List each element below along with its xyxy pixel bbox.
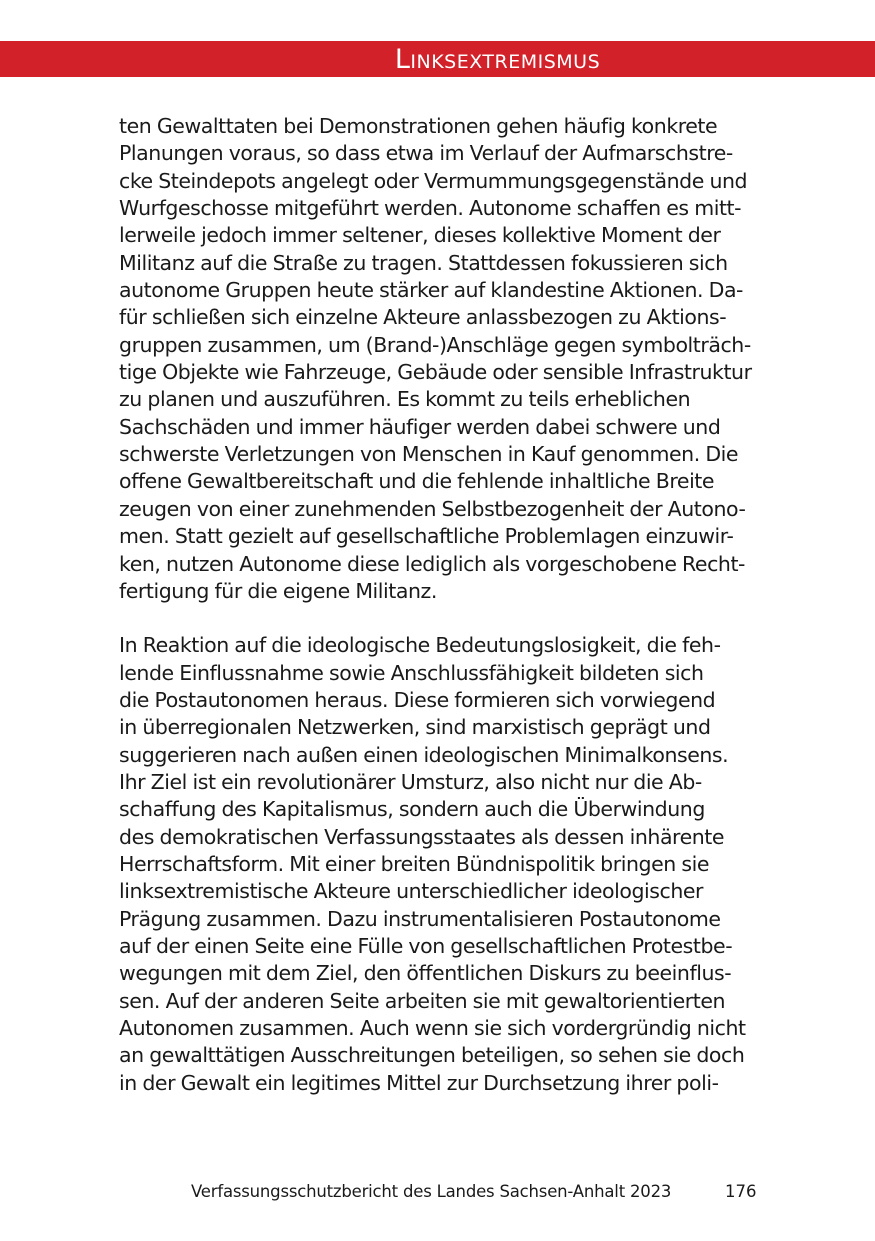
text-line: linksextremistische Akteure unterschiedlicher ideologischer	[119, 879, 704, 904]
footer-publication-title: Verfassungsschutzbericht des Landes Sachsen-Anhalt 2023	[191, 1182, 672, 1201]
text-line: Autonomen zusammen. Auch wenn sie sich vordergründig nicht	[119, 1016, 746, 1040]
text-line: Sachschäden und immer häufiger werden dabei schwere und	[119, 414, 721, 439]
text-line: auf der einen Seite eine Fülle von gesellschaftlichen Protestbe-	[119, 933, 733, 958]
text-line: schaffung des Kapitalismus, sondern auch die Überwindung	[119, 797, 705, 822]
text-line: tige Objekte wie Fahrzeuge, Gebäude oder sensible Infrastruktur	[119, 360, 752, 385]
text-line: lerweile jedoch immer seltener, dieses kollektive Moment der	[119, 223, 721, 248]
text-line: gruppen zusammen, um (Brand-)Anschläge gegen symbolträch-	[119, 332, 751, 357]
text-line: wegungen mit dem Ziel, den öffentlichen Diskurs zu beeinflus-	[119, 961, 732, 986]
text-line: Herrschaftsform. Mit einer breiten Bündnispolitik bringen sie	[119, 851, 709, 876]
text-line: fertigung für die eigene Militanz.	[119, 578, 437, 603]
paragraph-spacer	[119, 605, 769, 632]
text-line: für schließen sich einzelne Akteure anlassbezogen zu Aktions-	[119, 305, 727, 330]
paragraph-1	[119, 113, 769, 605]
text-line: In Reaktion auf die ideologische Bedeutungslosigkeit, die feh-	[119, 633, 721, 658]
text-line: Militanz auf die Straße zu tragen. Stattdessen fokussieren sich	[119, 250, 728, 275]
text-line: sen. Auf der anderen Seite arbeiten sie mit gewaltorientierten	[119, 988, 726, 1013]
text-line: lende Einflussnahme sowie Anschlussfähigkeit bildeten sich	[119, 660, 704, 685]
text-line: zu planen und auszuführen. Es kommt zu teils erheblichen	[119, 387, 691, 412]
text-line: men. Statt gezielt auf gesellschaftliche Problemlagen einzuwir-	[119, 524, 734, 549]
text-line: an gewalttätigen Ausschreitungen beteiligen, so sehen sie doch	[119, 1043, 745, 1068]
text-line: in überregionalen Netzwerken, sind marxistisch geprägt und	[119, 715, 711, 740]
text-line: schwerste Verletzungen von Menschen in Kauf genommen. Die	[119, 442, 739, 467]
text-line: Wurfgeschosse mitgeführt werden. Autonome schaffen es mitt-	[119, 196, 742, 221]
text-line: die Postautonomen heraus. Diese formieren sich vorwiegend	[119, 687, 716, 712]
text-line: Planungen voraus, so dass etwa im Verlauf der Aufmarschstre-	[119, 141, 733, 166]
body-text	[119, 113, 769, 1097]
section-title: Linksextremismus	[394, 44, 601, 75]
text-line: suggerieren nach außen einen ideologischen Minimalkonsens.	[119, 742, 729, 767]
text-line: cke Steindepots angelegt oder Vermummungsgegenstände und	[119, 168, 748, 193]
text-line: ken, nutzen Autonome diese lediglich als vorgeschobene Recht-	[119, 551, 745, 576]
text-line: zeugen von einer zunehmenden Selbstbezogenheit der Autono-	[119, 496, 746, 521]
text-line: autonome Gruppen heute stärker auf klandestine Aktionen. Da-	[119, 278, 744, 303]
paragraph-2	[119, 632, 769, 1097]
text-line: ten Gewalttaten bei Demonstrationen gehen häufig konkrete	[119, 114, 718, 138]
page-number: 176	[725, 1182, 757, 1201]
text-line: in der Gewalt ein legitimes Mittel zur Durchsetzung ihrer poli-	[119, 1070, 719, 1095]
text-line: offene Gewaltbereitschaft und die fehlende inhaltliche Breite	[119, 469, 715, 494]
text-line: Prägung zusammen. Dazu instrumentalisieren Postautonome	[119, 906, 721, 931]
text-line: des demokratischen Verfassungsstaates als dessen inhärente	[119, 824, 725, 849]
text-line: Ihr Ziel ist ein revolutionärer Umsturz, also nicht nur die Ab-	[119, 769, 702, 794]
section-header-bar	[0, 41, 875, 77]
